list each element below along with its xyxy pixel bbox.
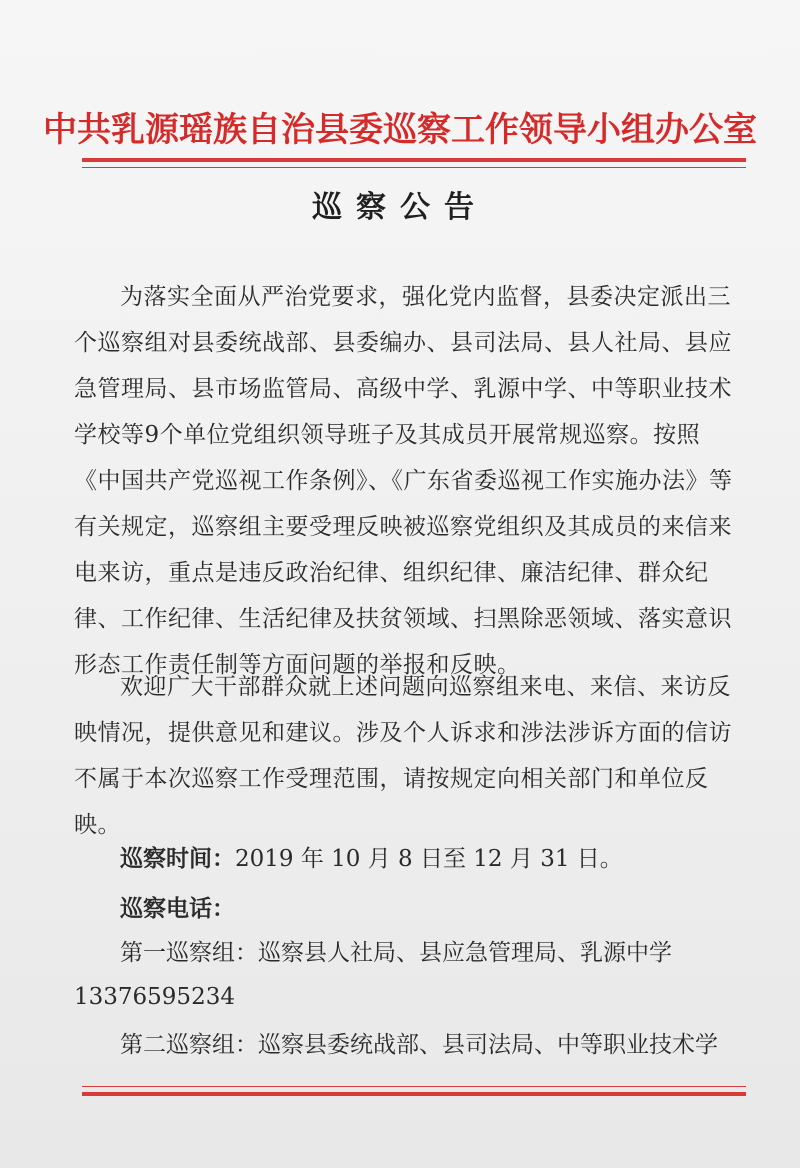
group-2-line: 第二巡察组：巡察县委统战部、县司法局、中等职业技术学: [120, 1032, 718, 1058]
inspection-phone-line: [120, 886, 235, 932]
inspection-time-value: 2019 年 10 月 8 日至 12 月 31 日。: [235, 846, 623, 872]
footer-rule-thick: [82, 1092, 746, 1096]
header-rule-thick: [82, 158, 746, 162]
notice-title: 巡察公告: [312, 190, 488, 225]
footer-rule-thin: [82, 1086, 746, 1087]
group-1-line: 第一巡察组：巡察县人社局、县应急管理局、乳源中学: [120, 940, 672, 966]
header-rule-thin: [82, 167, 746, 168]
inspection-phone-label: 巡察电话：: [120, 896, 235, 922]
inspection-time-label: 巡察时间：: [120, 846, 235, 872]
notice-paragraph-2: 欢迎广大干部群众就上述问题向巡察组来电、来信、来访反映情况，提供意见和建议。涉及个人诉求和涉法涉诉方面的信访不属于本次巡察工作受理范围，请按规定向相关部门和单位反映。: [74, 674, 732, 838]
notice-paragraph-1: 为落实全面从严治党要求，强化党内监督，县委决定派出三个巡察组对县委统战部、县委编办、县司法局、县人社局、县应急管理局、县市场监管局、高级中学、乳源中学、中等职业技术学校等9个单位党组织领导班子及其成员开展常规巡察。按照《中国共产党巡视工作条例》、《广东省委巡视工作实施办法》等有关规定，巡察组主要受理反映被巡察党组织及其成员的来信来电来访，重点是违反政治纪律、组织纪律、廉洁纪律、群众纪律、工作纪律、生活纪律及扶贫领域、扫黑除恶领域、落实意识形态工作责任制等方面问题的举报和反映。: [74, 284, 733, 678]
issuer-title: 中共乳源瑶族自治县委巡察工作领导小组办公室: [43, 110, 757, 150]
group-1-phone: 13376595234: [74, 984, 235, 1010]
inspection-time-line: [120, 836, 623, 882]
